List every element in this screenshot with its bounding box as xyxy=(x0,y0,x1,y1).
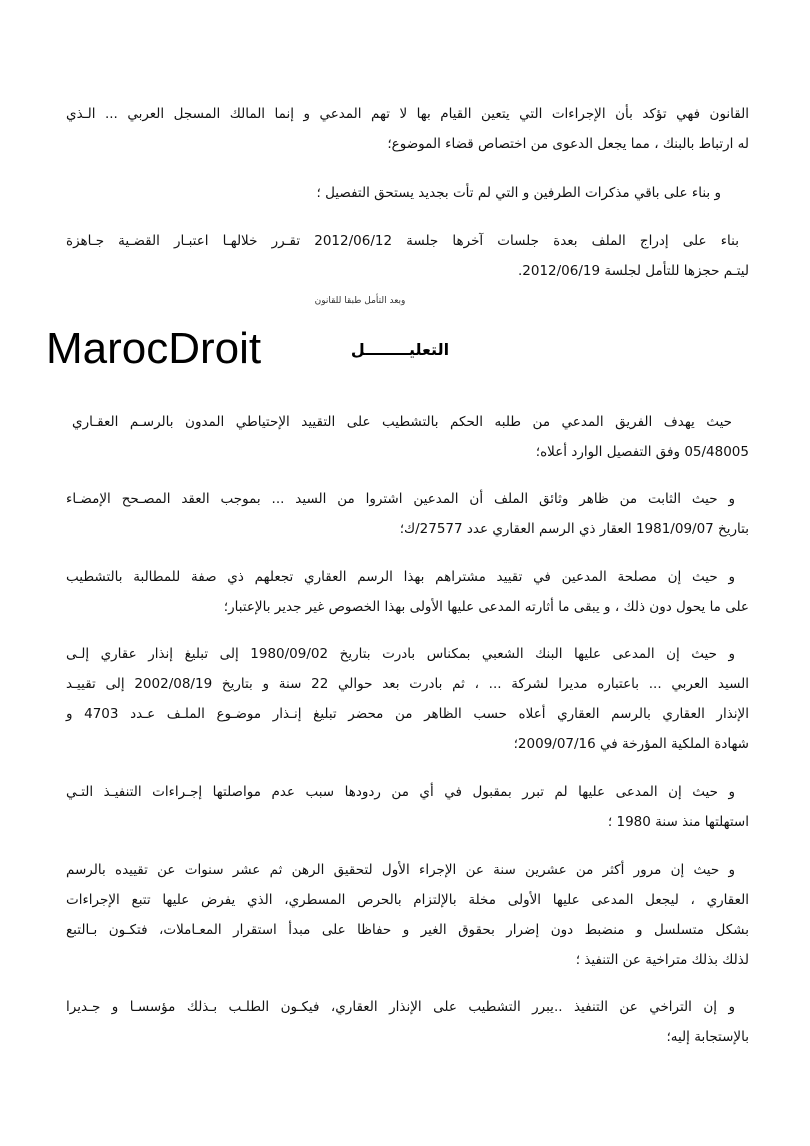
paragraph-line: بشكل متسلسل و منضبط دون إضرار بحقوق الغير و حفاظا على مبدأ استقرار المعـاملات، فتكـون بـالتبع xyxy=(66,922,749,938)
paragraph-line: و حيث إن مصلحة المدعين في تقييد مشتراهم بهذا الرسم العقاري تجعلهم ذي صفة للمطالبة بالتشطيب xyxy=(66,569,735,585)
paragraph-line: و بناء على باقي مذكرات الطرفين و التي لم تأت بجديد يستحق التفصيل ؛ xyxy=(316,185,721,201)
paragraph-line: العقاري ، ليجعل المدعى عليها الأولى مخلة بالإلتزام بالحرص المسطري، الذي يفرض عليها تتبع الإجراءات xyxy=(66,892,749,908)
paragraph-line: الإنذار العقاري بالرسم العقاري أعلاه حسب الظاهر من محضر تبليغ إنـذار موضـوع الملـف عـدد 4703 و xyxy=(66,706,749,722)
paragraph-line: على ما يحول دون ذلك ، و يبقى ما أثارته المدعى عليها الأولى بهذا الخصوص غير جدير بالإعتبار؛ xyxy=(223,599,749,615)
paragraph-line: 05/48005 وفق التفصيل الوارد أعلاه؛ xyxy=(535,444,749,460)
paragraph-line: بتاريخ 1981/09/07 العقار ذي الرسم العقاري عدد 27577/ك؛ xyxy=(399,521,749,537)
paragraph-line: شهادة الملكية المؤرخة في 2009/07/16؛ xyxy=(513,736,749,752)
paragraph-line: و حيث إن المدعى عليها لم تبرر بمقبول في أي من ردودها سبب عدم مواصلتها إجـراءات التنفيـذ التـي xyxy=(66,784,735,800)
paragraph-line: بالإستجابة إليه؛ xyxy=(666,1029,749,1045)
paragraph-line: السيد العربي ... باعتباره مديرا لشركة ... ، ثم بادرت بعد حوالي 22 سنة و بتاريخ 2002/08/19 إلى تقييـد xyxy=(66,676,749,692)
paragraph-line: و حيث الثابت من ظاهر وثائق الملف أن المدعين اشتروا من السيد ... بموجب العقد المصـحح الإمضـاء xyxy=(66,491,735,507)
paragraph-line: له ارتباط بالبنك ، مما يجعل الدعوى من اختصاص قضاء الموضوع؛ xyxy=(387,136,749,152)
note-text: وبعد التأمل طبقا للقانون xyxy=(314,296,406,306)
paragraph-line: لذلك بذلك متراخية عن التنفيذ ؛ xyxy=(575,952,749,968)
brand-watermark: MarocDroit xyxy=(46,324,262,373)
section-heading: التعليــــــــل xyxy=(350,340,450,359)
paragraph-line: حيث يهدف الفريق المدعي من طلبه الحكم بالتشطيب على التقييد الإحتياطي المدون بالرسـم العقـاري xyxy=(72,414,732,430)
paragraph-line: و حيث إن مرور أكثر من عشرين سنة عن الإجراء الأول لتحقيق الرهن ثم عشر سنوات عن تقييده بالرسم xyxy=(66,862,735,878)
paragraph-line: بناء على إدراج الملف بعدة جلسات آخرها جلسة 2012/06/12 تقـرر خلالهـا اعتبـار القضـية جـاهزة xyxy=(66,233,739,249)
paragraph-line: ليتـم حجزها للتأمل لجلسة 2012/06/19. xyxy=(517,263,749,279)
paragraph-line: استهلتها منذ سنة 1980 ؛ xyxy=(607,814,749,830)
paragraph-line: و إن التراخي عن التنفيذ ..يبرر التشطيب على الإنذار العقاري، فيكـون الطلـب بـذلك مؤسسـا و جـديرا xyxy=(66,999,735,1015)
paragraph-line: و حيث إن المدعى عليها البنك الشعبي بمكناس بادرت بتاريخ 1980/09/02 إلى تبليغ إنذار عقاري إلـى xyxy=(66,646,735,662)
paragraph-line: القانون فهي تؤكد بأن الإجراءات التي يتعين القيام بها لا تهم المدعي و إنما المالك المسجل العربي ... الـذي xyxy=(66,106,749,122)
